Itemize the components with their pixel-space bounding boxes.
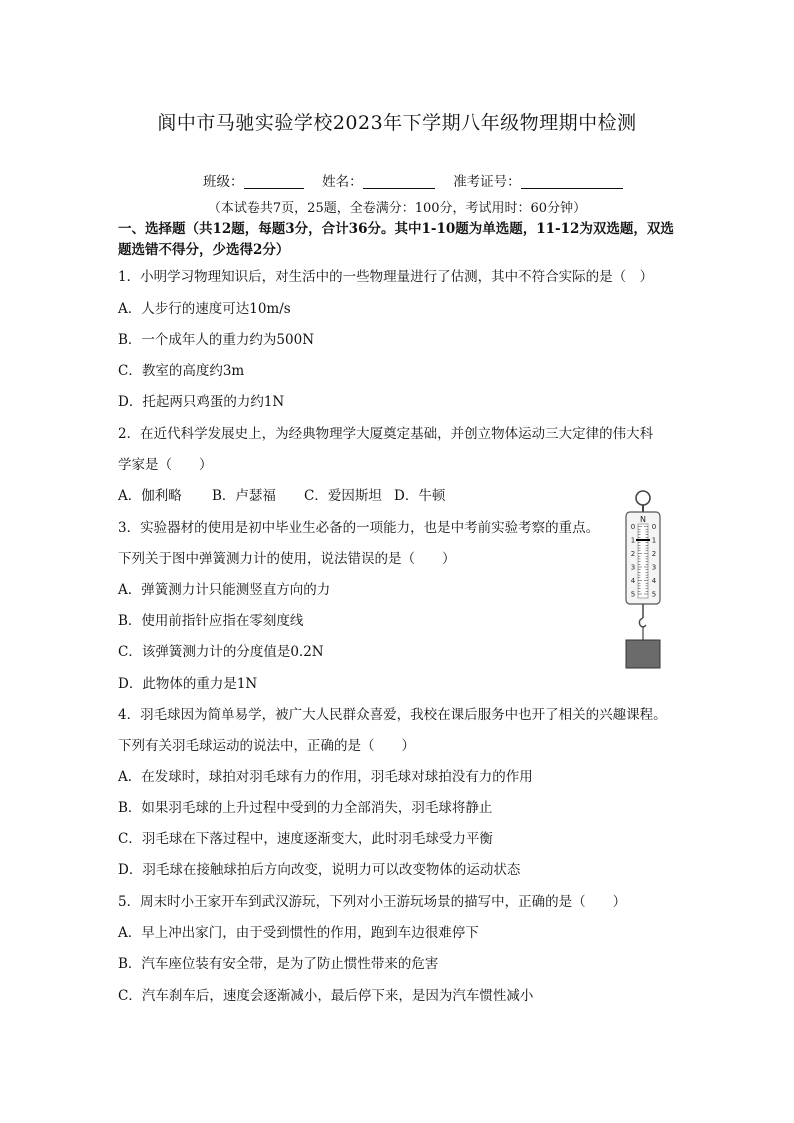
q3-option-c: C．该弹簧测力计的分度值是0.2N bbox=[118, 644, 324, 660]
q3-stem-line1: 3．实验器材的使用是初中毕业生必备的一项能力，也是中考前实验考察的重点。 bbox=[118, 520, 600, 536]
exam-note: （本试卷共7页，25题，全卷满分：100分，考试用时：60分钟） bbox=[207, 201, 587, 216]
scale-left-label-0: 0 bbox=[630, 523, 636, 531]
q3-option-b: B．使用前指针应指在零刻度线 bbox=[118, 613, 304, 629]
q2-options bbox=[118, 484, 445, 504]
q1-option-a: A．人步行的速度可达10m/s bbox=[118, 301, 291, 317]
section-heading: 一、选择题（共12题，每题3分，合计36分。其中1-10题为单选题，11-12为双选题，双选题选错不得分，少选得2分） bbox=[118, 221, 674, 258]
scale-left-label-2: 2 bbox=[630, 550, 636, 558]
scale-left-label-5: 5 bbox=[630, 590, 636, 599]
scale-right-label-2: 2 bbox=[651, 550, 657, 558]
scale-hook-bottom bbox=[639, 618, 646, 627]
scale-slot bbox=[638, 524, 648, 598]
q2-option-a: A．伽利略 bbox=[118, 488, 182, 504]
q1-option-d: D．托起两只鸡蛋的力约1N bbox=[118, 394, 285, 410]
q1-option-c: C．教室的高度约3m bbox=[118, 363, 245, 379]
weight-block bbox=[626, 640, 660, 668]
q3-stem-line2: 下列关于图中弹簧测力计的使用，说法错误的是（ ） bbox=[118, 551, 456, 567]
exam-no-blank[interactable] bbox=[521, 174, 623, 189]
exam-no-label: 准考证号： bbox=[453, 174, 521, 190]
scale-left-label-4: 4 bbox=[630, 577, 636, 585]
scale-right-label-0: 0 bbox=[651, 523, 657, 531]
q2-option-b: B．卢瑟福 bbox=[212, 488, 276, 504]
q4-stem-line1: 4．羽毛球因为简单易学，被广大人民群众喜爱，我校在课后服务中也开了相关的兴趣课程。 bbox=[118, 707, 667, 723]
q5-option-a: A．早上冲出家门，由于受到惯性的作用，跑到车边很难停下 bbox=[118, 925, 479, 941]
scale-right-label-1: 1 bbox=[651, 536, 657, 545]
q3-option-d: D．此物体的重力是1N bbox=[118, 676, 258, 692]
scale-right-label-4: 4 bbox=[651, 577, 657, 585]
q4-option-d: D．羽毛球在接触球拍后方向改变，说明力可以改变物体的运动状态 bbox=[118, 862, 521, 878]
q5-option-c: C．汽车刹车后，速度会逐渐减小，最后停下来，是因为汽车惯性减小 bbox=[118, 988, 534, 1004]
scale-left-label-1: 1 bbox=[630, 536, 636, 545]
q5-stem: 5．周末时小王家开车到武汉游玩，下列对小王游玩场景的描写中，正确的是（ ） bbox=[118, 894, 627, 910]
scale-unit-label: N bbox=[640, 515, 646, 524]
q5-option-b: B．汽车座位装有安全带，是为了防止惯性带来的危害 bbox=[118, 956, 439, 972]
q1-option-b: B．一个成年人的重力约为500N bbox=[118, 332, 315, 348]
class-label: 班级： bbox=[203, 174, 244, 190]
page-title: 阆中市马驰实验学校2023年下学期八年级物理期中检测 bbox=[157, 112, 637, 134]
q2-stem-line1: 2．在近代科学发展史上，为经典物理学大厦奠定基础，并创立物体运动三大定律的伟大科 bbox=[118, 426, 654, 442]
q4-option-a: A．在发球时，球拍对羽毛球有力的作用，羽毛球对球拍没有力的作用 bbox=[118, 769, 533, 785]
name-label: 姓名： bbox=[322, 174, 363, 190]
q4-option-c: C．羽毛球在下落过程中，速度逐渐变大，此时羽毛球受力平衡 bbox=[118, 831, 493, 847]
q2-stem-line2: 学家是（ ） bbox=[118, 457, 213, 473]
spring-scale-figure bbox=[618, 490, 668, 672]
scale-right-label-3: 3 bbox=[651, 563, 657, 572]
scale-right-label-5: 5 bbox=[651, 590, 657, 599]
scale-ring bbox=[636, 491, 650, 505]
q4-stem-line2: 下列有关羽毛球运动的说法中，正确的是（ ） bbox=[118, 738, 415, 754]
scale-left-label-3: 3 bbox=[630, 563, 636, 572]
q2-option-c: C．爱因斯坦 bbox=[304, 488, 382, 504]
q3-option-a: A．弹簧测力计只能测竖直方向的力 bbox=[118, 582, 331, 598]
q1-stem: 1．小明学习物理知识后，对生活中的一些物理量进行了估测，其中不符合实际的是（ ） bbox=[118, 269, 654, 285]
student-info-row bbox=[203, 170, 623, 190]
q2-option-d: D．牛顿 bbox=[394, 488, 446, 504]
class-blank[interactable] bbox=[244, 174, 304, 189]
name-blank[interactable] bbox=[363, 174, 435, 189]
q4-option-b: B．如果羽毛球的上升过程中受到的力全部消失，羽毛球将静止 bbox=[118, 800, 493, 816]
